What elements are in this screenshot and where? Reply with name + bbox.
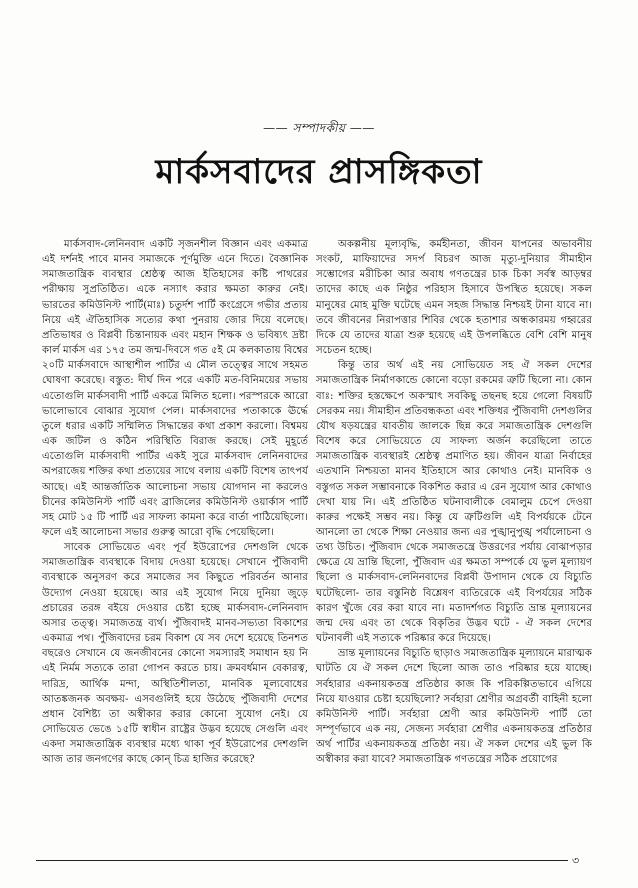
article-paragraph: মার্কসবাদ-লেনিনবাদ একটি সৃজনশীল বিজ্ঞান এবং একমাত্র এই দর্শনই পাবে মানব সমাজকে পূর্ণমুক্তি এনে দিতে। বৈজ্ঞানিক সমাজতান্ত্রিক ব্যবস্থার শ্রেষ্ঠত্ব আজ ইতিহাসের কষ্টি পাথরের পরীক্ষায় সুপ্রতিষ্ঠিত। একে নস্যাৎ করার ক্ষমতা কারুর নেই। ভারতের কমিউনিস্ট পার্টি(মাঃ) চতুর্দশ পার্টি কংগ্রেসে গভীর প্রত্যয় নিয়ে এই ঐতিহাসিক সত্যের কথা পুনরায় জোর দিয়ে বলেছে। প্রতিভাধর ও বিপ্লবী চিন্তানায়ক এবং মহান শিক্ষক ও ভবিষ্যৎ দ্রষ্টা কার্ল মার্কস এর ১৭৫ তম জন্ম-দিবসে গত ৫ই মে কলকাতায় বিশ্বের ২০টি মার্কসবাদে আস্থাশীল পার্টির এ মৌল তত্ত্বের সাথে সহমত ঘোষণা করেছে। বস্তুত: দীর্ঘ দিন পরে একটি মত-বিনিময়ের সভায় এতোগুলি মার্কসবাদী পার্টি একত্রে মিলিত হলো। পরস্পরকে আরো ভালোভাবে বোঝার সুযোগ পেল। মার্কসবাদের পতাকাকে ঊর্দ্ধে তুলে ধরার একটি সম্মিলিত সিদ্ধান্তের কথা প্রকাশ করলো। বিশ্বময় এক জটিল ও কঠিন পরিস্থিতি বিরাজ করছে। সেই মুহূর্তে এতোগুলি মার্কসবাদী পার্টির একই সুরে মার্কসবাদ লেনিনবাদের অপরাজেয় শক্তির কথা প্রত্যয়ের সাথে বলায় একটি বিশেষ তাৎপর্য আছে। এই আন্তর্জাতিক আলোচনা সভায় যোগদান না করলেও চীনের কমিউনিস্ট পার্টি এবং ব্রাজিলের কমিউনিস্ট ওয়ার্কাস পার্টি সহ মোট ১৫ টি পার্টি এর সাফল্য কামনা করে বার্তা পাঠিয়েছিলো। ফলে এই আলোচনা সভার গুরুত্ব আরো বৃদ্ধি পেয়েছিলো। <box>42 239 308 538</box>
page-number: ৩ <box>572 854 580 867</box>
article-title: মার্কসবাদের প্রাসঙ্গিকতা <box>155 152 483 192</box>
article-paragraph: সাবেক সোভিয়েত এবং পূর্ব ইউরোপের দেশগুলি থেকে সমাজতান্ত্রিক ব্যবস্থাকে বিদায় দেওয়া হয়েছে। সেখানে পুঁজিবাদী ব্যবস্থাকে অনুসরণ করে সমাজের সব কিছুতে পরিবর্তন আনার উদ্যোগ নেওয়া হয়েছে। আর এই সুযোগ নিয়ে দুনিয়া জুড়ে প্রচারের তরঙ্গ বইয়ে দেওয়ার চেষ্টা হচ্ছে মার্কসবাদ-লেনিনবাদ অসার তত্ত্ব। সমাজতন্ত্র ব্যর্থ। পুঁজিবাদই মানব-সভ্যতা বিকাশের একমাত্র পথ। পুঁজিবাদের চরম বিকাশ যে সব দেশে হয়েছে তিনশত বছরেও সেখানে যে জনজীবনের কোনো সমস্যারই সমাধান হয় নি এই নির্মম সত্যকে তারা গোপন করতে চায়। ক্রমবর্ধমান বেকারত্ব, দারিদ্র, আর্থিক মন্দা, অস্থিতিশীলতা, মানবিক মূল্যবোধের আতঙ্কজনক অবক্ষয়- এসবগুলিই হয়ে উঠেছে পুঁজিবাদী দেশের প্রধান বৈশিষ্ট্য তা অস্বীকার করার কোনো সুযোগ নেই। যে সোভিয়েত ভেঙে ১৫টি স্বাধীন রাষ্ট্রের উদ্ভব হয়েছে সেগুলি এবং একদা সমাজতান্ত্রিক ব্যবস্থার মধ্যে থাকা পূর্ব ইউরোপের দেশগুলি আজ তার জনগণের কাছে কোন্ চিত্র হাজির করেছে? <box>42 542 308 766</box>
article-column-right <box>316 237 592 843</box>
article-paragraph: অকল্পনীয় মূল্যবৃদ্ধি, কর্মহীনতা, জীবন যাপনের অভাবনীয় সংকট, মাফিয়াদের সদর্প বিচরণ আজ মৃত্যু-দুনিয়ার সীমাহীন সম্ভোগের মরীচিকা আর অবাধ গণতন্ত্রের চাক চিকা সর্বস্ব আড়ম্বর তাদের কাছে এক নিষ্ঠুর পরিহাস হিসাবে উপস্থিত হয়েছে। সকল মানুষের মোহ মুক্তি ঘটেছে এমন সহজ সিদ্ধান্ত নিশ্চয়ই টানা যাবে না। তবে জীবনের নিরাপত্তার শিবির থেকে হতাশার অন্ধকারময় গহ্বরের দিকে যে তাদের যাত্রা শুরু হয়েছে এই উপলব্ধিতে বেশি বেশি মানুষ সচেতন হচ্ছে। <box>316 239 592 357</box>
footer-rule <box>36 860 568 861</box>
article-column-left <box>42 237 308 843</box>
article-paragraph: কিন্তু তার অর্থ এই নয় সোভিয়েত সহ ঐ সকল দেশের সমাজতান্ত্রিক নির্মাণকান্ডে কোনো বড়ো রকমের ত্রুটি ছিলো না। কোন বাঃ: শক্তির হস্তক্ষেপে অকস্মাৎ সবকিছু তছনছ হয়ে গেলো বিষয়টি সেরকম নয়। সীমাহীন প্রতিবন্ধকতা এবং শক্তিধর পুঁজিবাদী দেশগুলির যৌথ ষড়যন্ত্রের যাবতীয় জালকে ছিন্ন করে সমাজতান্ত্রিক দেশগুলি বিশেষ করে সোভিয়েতে যে সাফল্য অর্জন করেছিলো তাতে সমাজতান্ত্রিক ব্যবস্থারই শ্রেষ্ঠত্ব প্রমাণিত হয়। জীবন যাত্রা নির্বাহের এতখানি নিশ্চয়তা মানব ইতিহাসে আর কোথাও নেই। মানবিক ও বস্তুগত সকল সম্ভাবনাকে বিকশিত করার এ রেন সুযোগ আর কোথাও দেখা যায় নি। এই প্রতিষ্ঠিত ঘটনাবালীকে বেমালুম চেপে দেওয়া কারুর পক্ষেই সম্ভব নয়। কিন্তু যে ত্রুটিগুলি এই বিপর্যয়কে টেনে আনলো তা থেকে শিক্ষা নেওয়ার জন্য এর পুঙ্খানুপুঙ্খ পর্যালোচনা ও তথ্য উচিত। পুঁজিবাদ থেকে সমাজতন্ত্রে উত্তরণের পর্যায় বোঝাপড়ার ক্ষেত্রে যে ভ্রান্তি ছিলো, পুঁজিবাদ এর ক্ষমতা সম্পর্কে যে ভুল মূল্যায়ণ ছিলো ও মার্কসবাদ-লেনিনবাদের বিপ্লবী উপাদান থেকে যে বিচ্যুতি ঘটেছিলো- তার বস্তুনিষ্ঠ বিশ্লেষণ ব্যতিরেকে এই বিপর্যয়ের সঠিক কারণ খুঁজে বের করা যাবে না। মতাদর্শগত বিচ্যুতি ভ্রান্ত মূল্যায়নের জন্ম দেয় এবং তা থেকে বিকৃতির উদ্ভব ঘটে - ঐ সকল দেশের ঘটনাবলী এই সত্যকে পরিষ্কার করে দিয়েছে। <box>316 360 592 645</box>
article-paragraph: ভ্রান্ত মূল্যায়নের বিচ্যুতি ছাড়াও সমাজতান্ত্রিক মূল্যায়নে মারাত্মক ঘাটতি যে ঐ সকল দেশে ছিলো আজ তাও পরিষ্কার হয়ে যাচ্ছে। সর্বহারার একনায়কতন্ত্র প্রতিষ্ঠার কাজ কি পরিকল্পিতভাবে এগিয়ে নিয়ে যাওয়ার চেষ্টা হয়েছিলো? সর্বহারা শ্রেণীর অগ্রবর্তী বাহিনী হলো কমিউনিস্ট পার্টি। সর্বহারা শ্রেণী আর কমিউনিস্ট পার্টি তো সম্পূর্ণভাবে এক নয়, সেজন্য সর্বহারা শ্রেণীর একনায়কতন্ত্র প্রতিষ্ঠার অর্থ পার্টির একনায়কতন্ত্র প্রতিষ্ঠা নয়। ঐ সকল দেশের এই ভুল কি অস্বীকার করা যাবে? সমাজতান্ত্রিক গণতন্ত্রের সঠিক প্রয়োগের <box>316 648 592 766</box>
section-kicker: —— সম্পাদকীয় —— <box>263 121 375 135</box>
